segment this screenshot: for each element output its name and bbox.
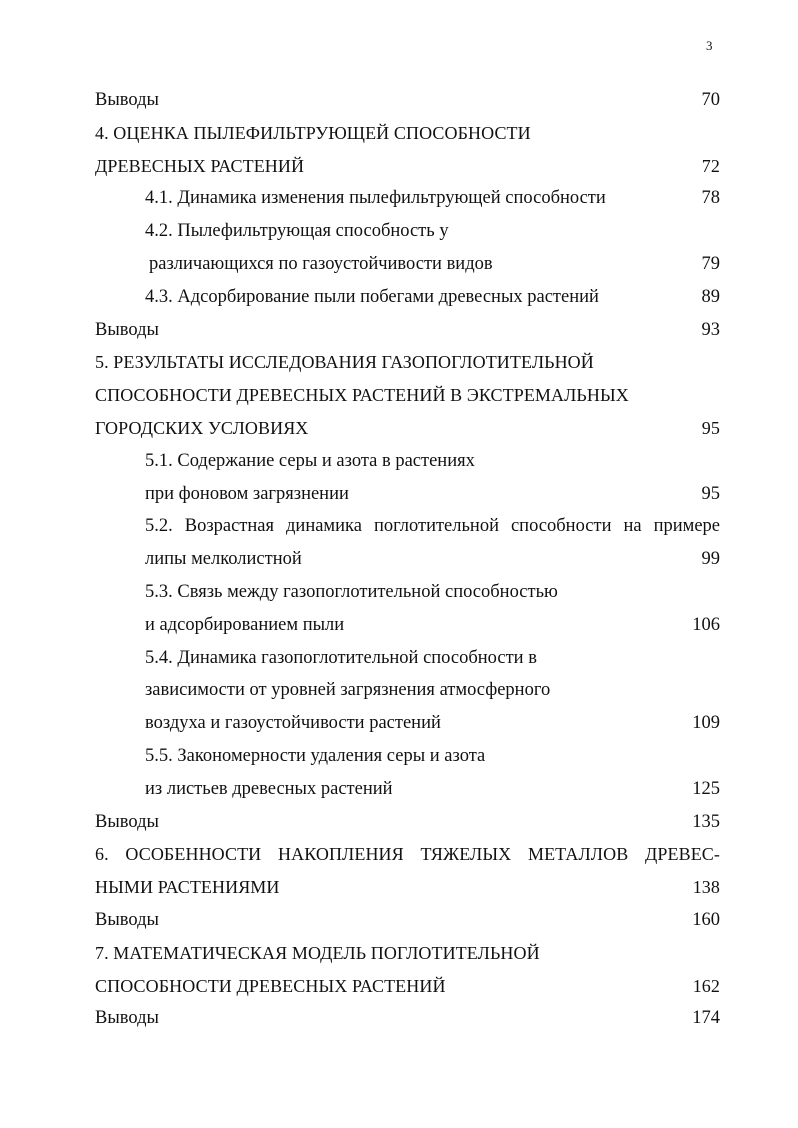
toc-entry-text: 5. РЕЗУЛЬТАТЫ ИССЛЕДОВАНИЯ ГАЗОПОГЛОТИТЕЛЬНОЙ xyxy=(95,352,594,373)
toc-entry-text: 6. ОСОБЕННОСТИ НАКОПЛЕНИЯ ТЯЖЕЛЫХ МЕТАЛЛОВ ДРЕВЕС- xyxy=(95,844,720,865)
toc-entry-text: СПОСОБНОСТИ ДРЕВЕСНЫХ РАСТЕНИЙ В ЭКСТРЕМАЛЬНЫХ xyxy=(95,385,629,406)
toc-line xyxy=(95,346,720,379)
toc-line xyxy=(95,773,720,806)
toc-page-number: 95 xyxy=(701,417,720,438)
toc-page-number: 72 xyxy=(701,155,720,176)
toc-line xyxy=(95,510,720,543)
toc-page-number: 125 xyxy=(692,778,720,799)
toc-entry-text: 7. МАТЕМАТИЧЕСКАЯ МОДЕЛЬ ПОГЛОТИТЕЛЬНОЙ xyxy=(95,942,540,963)
toc-page-number: 162 xyxy=(692,975,720,996)
toc-line xyxy=(95,281,720,314)
toc-line xyxy=(95,150,720,183)
toc-page-number: 89 xyxy=(701,286,720,307)
toc-entry-text: воздуха и газоустойчивости растений xyxy=(145,713,441,734)
toc-page-number: 138 xyxy=(692,877,720,898)
toc-entry-text: 4.2. Пылефильтрующая способность у xyxy=(145,221,449,242)
toc-line xyxy=(95,609,720,642)
toc-entry-text: различающихся по газоустойчивости видов xyxy=(149,253,493,274)
toc-entry-text: 4. ОЦЕНКА ПЫЛЕФИЛЬТРУЮЩЕЙ СПОСОБНОСТИ xyxy=(95,122,531,143)
toc-line xyxy=(95,707,720,740)
toc-page-number: 93 xyxy=(701,319,720,340)
toc-entry-text: липы мелколистной xyxy=(145,549,302,570)
toc-entry-text: НЫМИ РАСТЕНИЯМИ xyxy=(95,877,280,898)
toc-entry-text: при фоновом загрязнении xyxy=(145,483,349,504)
toc-line xyxy=(95,806,720,839)
toc-entry-text: 5.4. Динамика газопоглотительной способности в xyxy=(145,647,537,668)
toc-entry-text: 5.1. Содержание серы и азота в растениях xyxy=(145,450,475,471)
toc-line xyxy=(95,314,720,347)
toc-entry-text: из листьев древесных растений xyxy=(145,778,393,799)
toc-entry-text: зависимости от уровней загрязнения атмосферного xyxy=(145,680,551,701)
table-of-contents xyxy=(95,84,720,1035)
toc-entry-text: 5.5. Закономерности удаления серы и азота xyxy=(145,745,486,766)
toc-line xyxy=(95,543,720,576)
toc-page-number: 95 xyxy=(701,483,720,504)
toc-entry-text: Выводы xyxy=(95,909,159,930)
toc-page-number: 160 xyxy=(692,909,720,930)
toc-line xyxy=(95,84,720,117)
toc-line xyxy=(95,642,720,675)
toc-entry-text: Выводы xyxy=(95,1008,159,1029)
toc-line xyxy=(95,478,720,511)
toc-entry-text: 5.3. Связь между газопоглотительной способностью xyxy=(145,581,558,602)
toc-line xyxy=(95,1002,720,1035)
toc-entry-text: СПОСОБНОСТИ ДРЕВЕСНЫХ РАСТЕНИЙ xyxy=(95,975,446,996)
toc-page-number: 106 xyxy=(692,614,720,635)
toc-line xyxy=(95,248,720,281)
toc-entry-text: Выводы xyxy=(95,811,159,832)
toc-page-number: 79 xyxy=(701,253,720,274)
toc-line xyxy=(95,871,720,904)
toc-entry-text: ГОРОДСКИХ УСЛОВИЯХ xyxy=(95,417,309,438)
toc-page-number: 99 xyxy=(701,549,720,570)
toc-page-number: 135 xyxy=(692,811,720,832)
toc-entry-text: Выводы xyxy=(95,319,159,340)
toc-page-number: 70 xyxy=(701,90,720,110)
toc-line xyxy=(95,215,720,248)
toc-line xyxy=(95,412,720,445)
toc-entry-text: 5.2. Возрастная динамика поглотительной способности на примере xyxy=(145,516,720,537)
toc-page-number: 109 xyxy=(692,713,720,734)
toc-line xyxy=(95,970,720,1003)
toc-line xyxy=(95,576,720,609)
toc-page-number: 174 xyxy=(692,1008,720,1029)
toc-line xyxy=(95,379,720,412)
toc-line xyxy=(95,117,720,150)
toc-line xyxy=(95,904,720,937)
toc-entry-text: и адсорбированием пыли xyxy=(145,614,345,635)
page-number: 3 xyxy=(706,38,713,53)
toc-line xyxy=(95,838,720,871)
toc-entry-text: ДРЕВЕСНЫХ РАСТЕНИЙ xyxy=(95,155,305,176)
toc-entry-text: 4.3. Адсорбирование пыли побегами древесных растений xyxy=(145,286,599,307)
toc-line xyxy=(95,445,720,478)
toc-line xyxy=(95,674,720,707)
toc-entry-text: Выводы xyxy=(95,90,159,110)
toc-line xyxy=(95,937,720,970)
toc-entry-text: 4.1. Динамика изменения пылефильтрующей способности xyxy=(145,188,606,209)
toc-page-number: 78 xyxy=(701,188,720,209)
toc-line xyxy=(95,182,720,215)
toc-line xyxy=(95,740,720,773)
